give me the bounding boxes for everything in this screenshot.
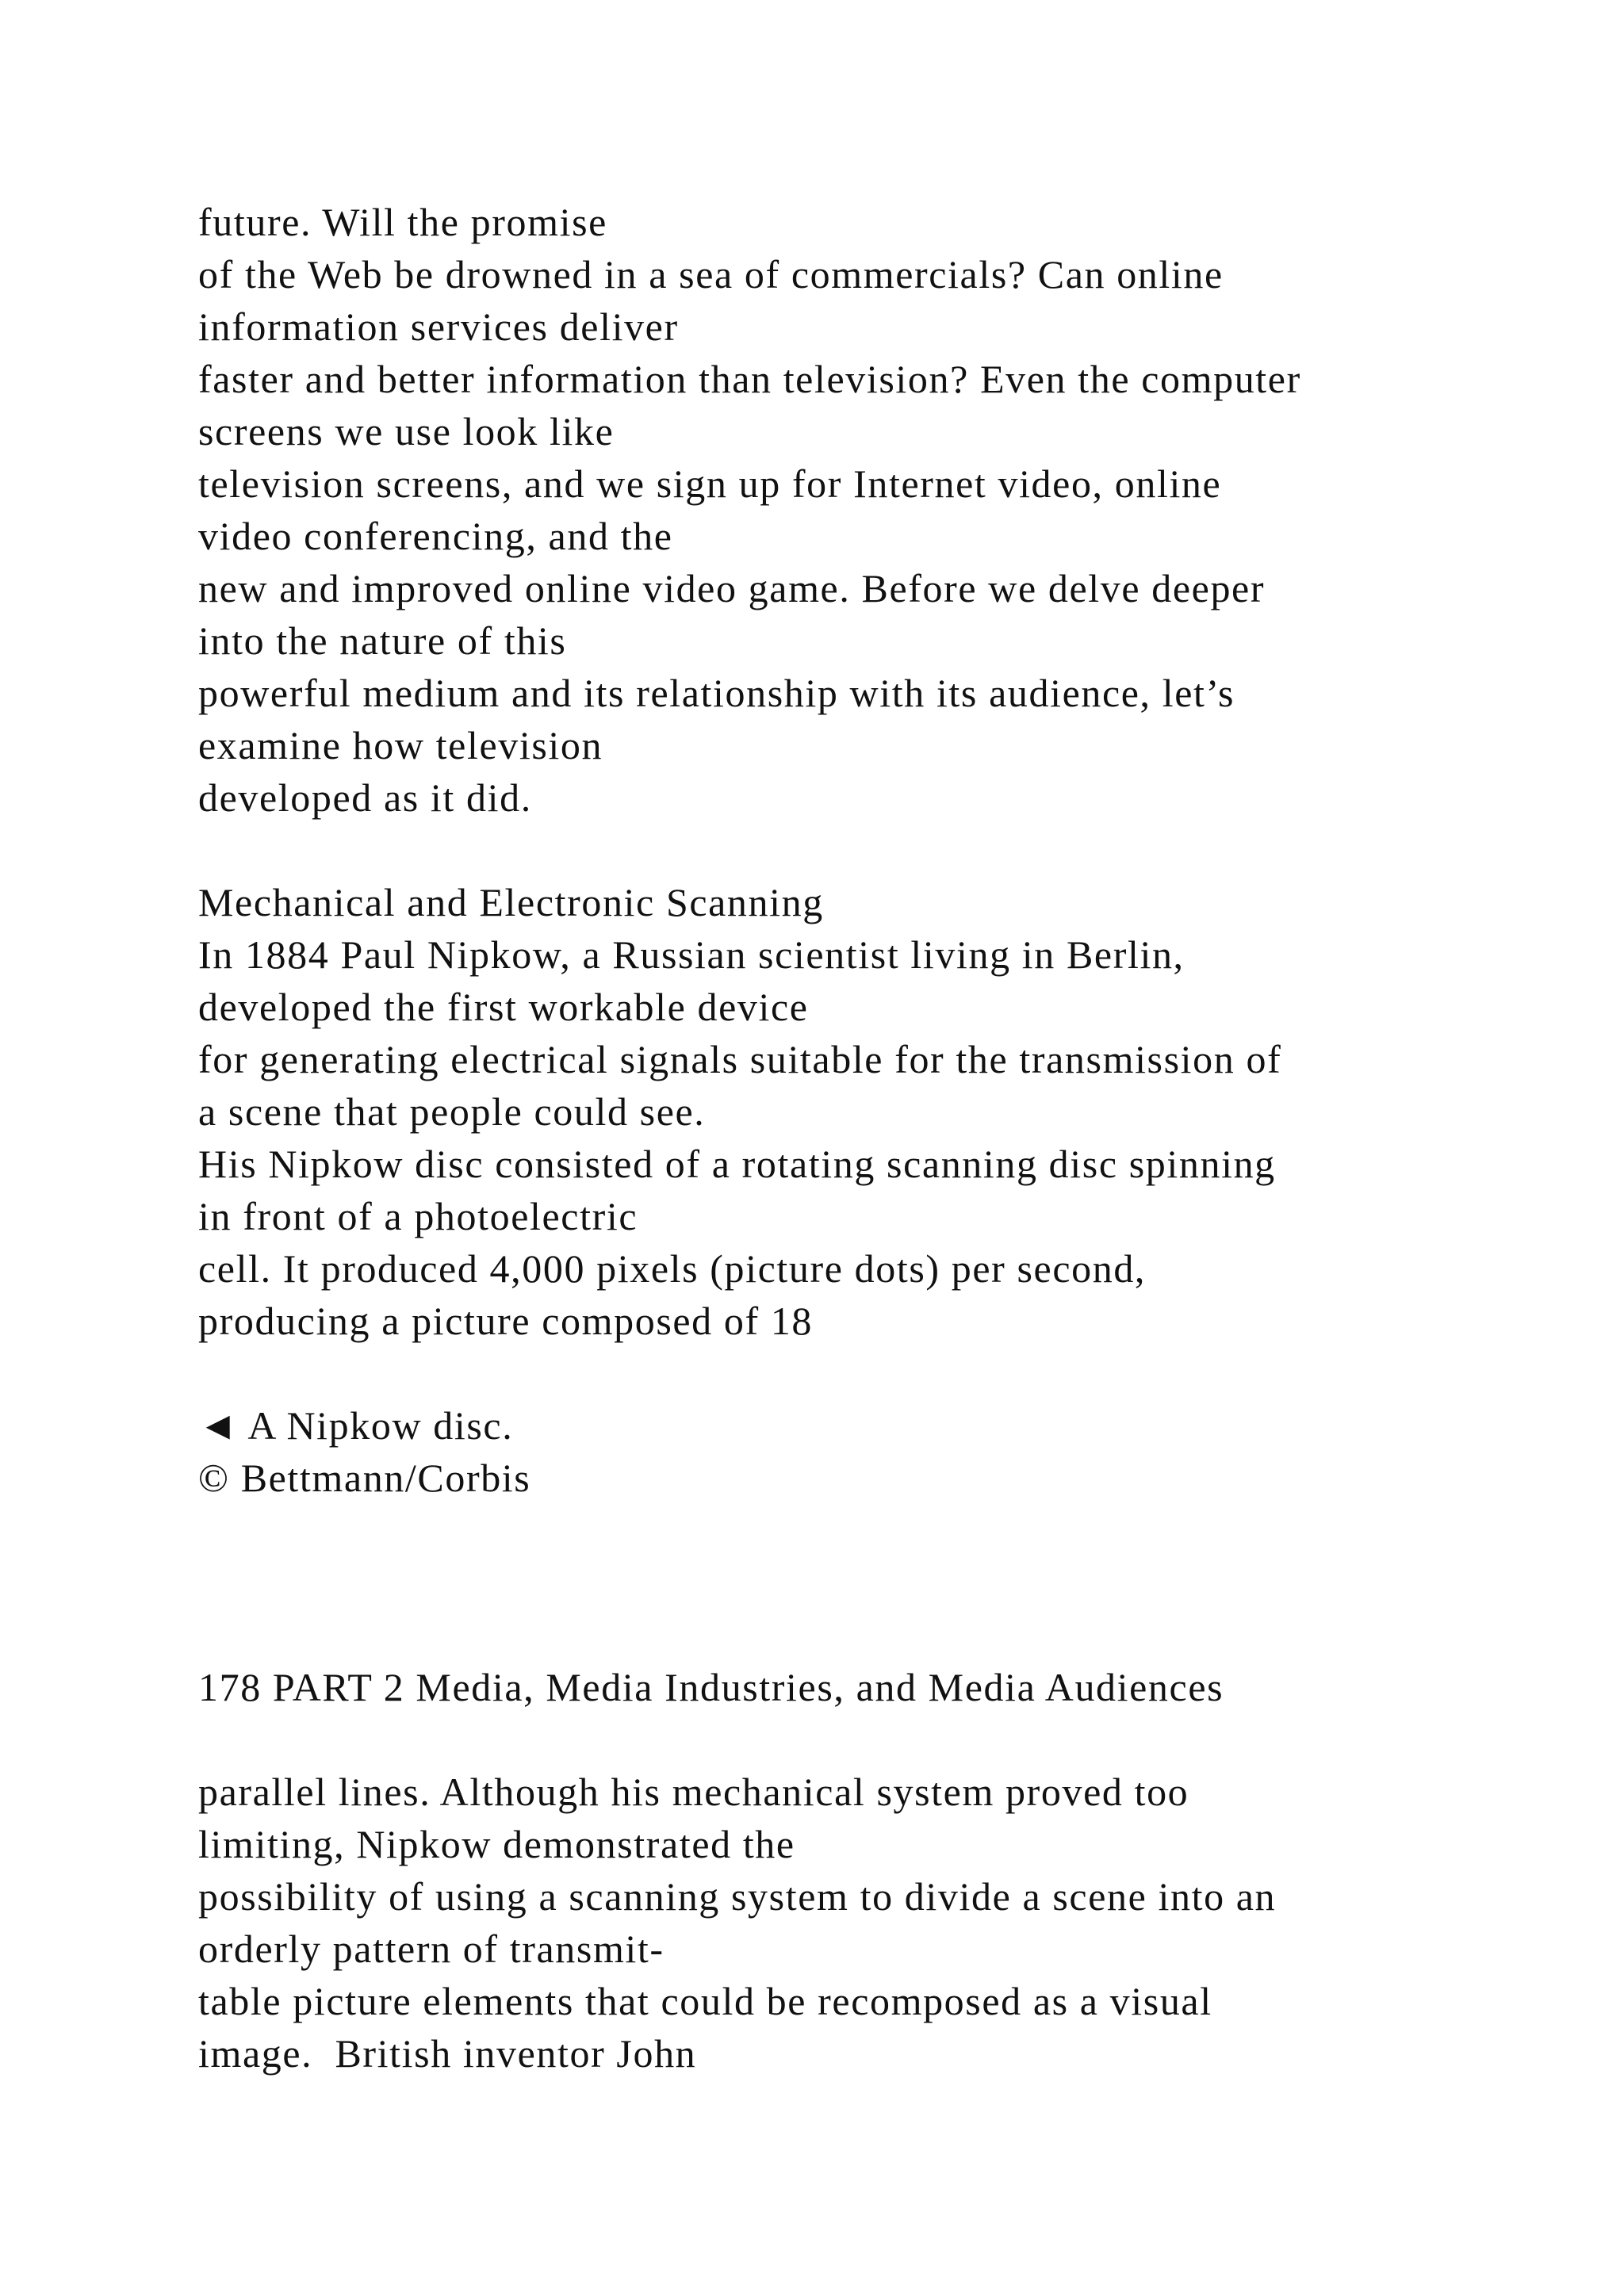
paragraph-nipkow bbox=[198, 928, 1546, 1347]
text-line: faster and better information than television? Even the computer bbox=[198, 357, 1301, 401]
paragraph-continued bbox=[198, 1766, 1546, 2080]
running-header: 178 PART 2 Media, Media Industries, and Media Audiences bbox=[198, 1665, 1224, 1709]
section-heading: Mechanical and Electronic Scanning bbox=[198, 880, 824, 924]
text-line: In 1884 Paul Nipkow, a Russian scientist living in Berlin, bbox=[198, 932, 1185, 977]
text-line: television screens, and we sign up for Internet video, online bbox=[198, 461, 1222, 506]
blank-line bbox=[198, 1347, 1546, 1399]
text-line: orderly pattern of transmit- bbox=[198, 1927, 665, 1971]
text-line: for generating electrical signals suitable for the transmission of bbox=[198, 1037, 1282, 1081]
text-line: His Nipkow disc consisted of a rotating scanning disc spinning bbox=[198, 1142, 1276, 1186]
text-line: powerful medium and its relationship with its audience, let’s bbox=[198, 671, 1235, 715]
text-line: parallel lines. Although his mechanical system proved too bbox=[198, 1770, 1189, 1814]
text-line: new and improved online video game. Before we delve deeper bbox=[198, 566, 1266, 610]
blank-line bbox=[198, 1713, 1546, 1766]
text-line: producing a picture composed of 18 bbox=[198, 1299, 814, 1343]
text-line: of the Web be drowned in a sea of commercials? Can online bbox=[198, 252, 1224, 297]
paragraph-intro bbox=[198, 196, 1546, 824]
figure-caption: ◄ A Nipkow disc. bbox=[198, 1403, 514, 1448]
text-line: developed as it did. bbox=[198, 775, 532, 820]
text-line: examine how television bbox=[198, 723, 603, 767]
text-line: image. British inventor John bbox=[198, 2031, 697, 2076]
text-line: cell. It produced 4,000 pixels (picture dots) per second, bbox=[198, 1246, 1147, 1291]
text-line: future. Will the promise bbox=[198, 200, 607, 244]
text-line: table picture elements that could be recomposed as a visual bbox=[198, 1979, 1212, 2023]
text-line: developed the first workable device bbox=[198, 985, 809, 1029]
text-line: a scene that people could see. bbox=[198, 1089, 706, 1134]
text-line: information services deliver bbox=[198, 304, 679, 349]
text-line: in front of a photoelectric bbox=[198, 1194, 638, 1238]
text-line: limiting, Nipkow demonstrated the bbox=[198, 1822, 795, 1866]
photo-credit: © Bettmann/Corbis bbox=[198, 1456, 531, 1500]
blank-space bbox=[198, 1504, 1546, 1661]
text-line: screens we use look like bbox=[198, 409, 615, 453]
text-line: possibility of using a scanning system to divide a scene into an bbox=[198, 1874, 1277, 1919]
text-line: video conferencing, and the bbox=[198, 514, 673, 558]
blank-line bbox=[198, 824, 1546, 876]
text-line: into the nature of this bbox=[198, 618, 567, 663]
document-page bbox=[198, 196, 1546, 2080]
